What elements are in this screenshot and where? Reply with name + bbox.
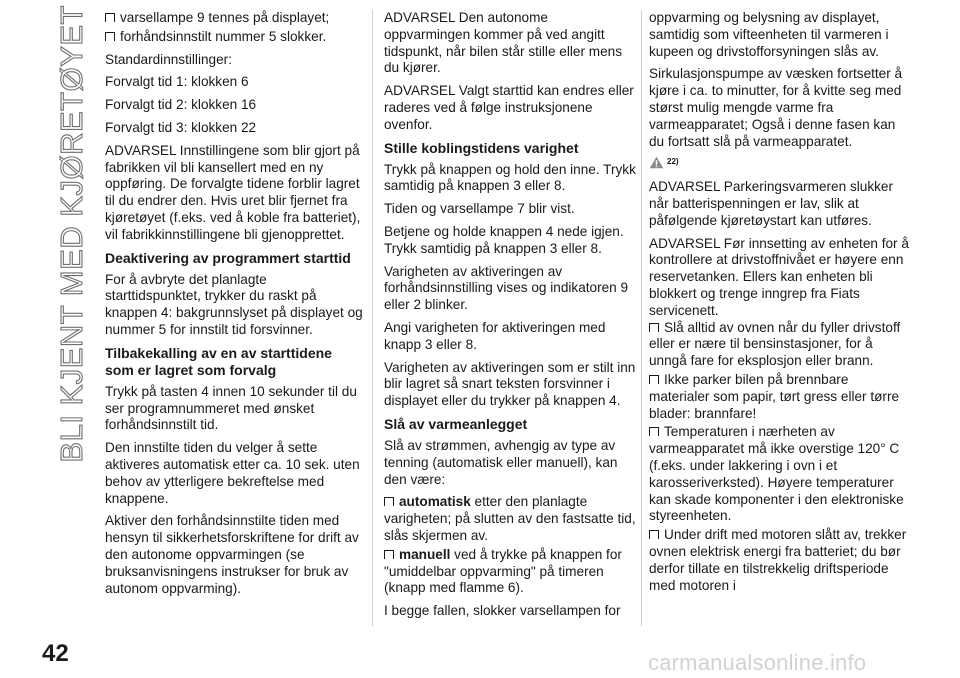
list-item: Ikke parker bilen på brennbare materialer som papir, tørt gress eller tørre blader: brannfare! <box>649 371 900 421</box>
warning-triangle-icon <box>649 156 664 169</box>
bullet-square-icon <box>105 32 115 41</box>
paragraph: Angi varigheten for aktiveringen med knapp 3 eller 8. <box>384 319 606 352</box>
bullet-square-icon <box>649 530 659 539</box>
warning-paragraph: ADVARSEL Parkeringsvarmeren slukker når batterispenningen er lav, slik at påfølgende kjøretøystart kan utføres. <box>649 179 894 228</box>
paragraph: Varigheten av aktiveringen av forhåndsinnstilling vises og indikatoren 9 eller 2 blinker. <box>384 263 629 313</box>
paragraph: For å avbryte det planlagte starttidspunktet, trykker du raskt på knappen 4: bakgrunnslyset på displayet og nummer 5 for innstilt tid forsvinner. <box>105 271 363 337</box>
list-item: Slå alltid av ovnen når du fyller drivstoff eller er nære til bensinstasjoner, for å unngå fare for eksplosjon eller brann. <box>649 319 901 369</box>
paragraph: Standardinnstillinger: <box>105 51 232 67</box>
bullet-square-icon <box>649 427 659 436</box>
paragraph: Betjene og holde knappen 4 nede igjen. Trykk samtidig på knappen 3 eller 8. <box>384 223 624 256</box>
paragraph: Forvalgt tid 1: klokken 6 <box>105 74 249 90</box>
paragraph: Forvalgt tid 2: klokken 16 <box>105 97 257 113</box>
bullet-square-icon <box>105 13 115 22</box>
paragraph: I begge fallen, slokker varsellampen for <box>384 603 621 619</box>
paragraph: Den innstilte tiden du velger å sette aktiveres automatisk etter ca. 10 sek. uten behov av ytterligere bekreftelse med knappene. <box>105 440 360 506</box>
paragraph: oppvarming og belysning av displayet, samtidig som vifteenheten til varmeren i kupeen og drivstofforsyningen slås av. <box>649 10 889 59</box>
chapter-title-text: BLI KJENT MED KJØRETØYET <box>54 5 89 463</box>
column-divider <box>372 10 373 626</box>
column-left <box>105 10 363 603</box>
bullet-square-icon <box>649 323 659 332</box>
list-item: Under drift med motoren slått av, trekker ovnen elektrisk energi fra batteriet; du bør derfor tillate en tilstrekkelig driftsperiode med motoren i <box>649 527 907 593</box>
list-item: forhåndsinnstilt nummer 5 slokker. <box>105 29 363 46</box>
chapter-side-title <box>52 5 92 463</box>
paragraph: Forvalgt tid 3: klokken 22 <box>105 119 257 135</box>
bullet-square-icon <box>649 375 659 384</box>
section-heading: Stille koblingstidens varighet <box>384 139 579 156</box>
page-number: 42 <box>42 640 69 667</box>
list-item: Temperaturen i nærheten av varmeapparatet må ikke overstige 120° C (f.eks. under lakkering i ovn i et karosseriverksted). Høyere temperaturer kan skade komponenter i den elektroniske styreenheten. <box>649 424 904 524</box>
watermark: carmanualsonline.info <box>648 650 867 675</box>
paragraph: Sirkulasjonspumpe av væsken fortsetter å kjøre i ca. to minutter, for å kvitte seg med størst mulig mengde varme fra varmeapparatet; Også i denne fasen kan du fortsatt slå på varmeapparatet. <box>649 66 903 149</box>
warning-paragraph: ADVARSEL Innstillingene som blir gjort på fabrikken vil bli kansellert med en ny oppføring. De forvalgte tidene forblir lagret til du endrer den. Hvis uret blir fjernet fra kjøretøyet (f.eks. ved å koble fra batteriet), vil fabrikkinnstillingene bli gjenopprettet. <box>105 142 361 242</box>
column-right <box>649 10 909 596</box>
paragraph: Trykk på tasten 4 innen 10 sekunder til du ser programnummeret med ønsket forhåndsinnstilt tid. <box>105 383 357 433</box>
bullet-square-icon <box>384 497 394 506</box>
warning-paragraph: ADVARSEL Valgt starttid kan endres eller raderes ved å følge instruksjonene ovenfor. <box>384 83 634 132</box>
warning-ref-number: 22) <box>667 157 679 167</box>
paragraph: Trykk på knappen og hold den inne. Trykk samtidig på knappen 3 eller 8. <box>384 161 636 194</box>
section-heading: Deaktivering av programmert starttid <box>105 249 351 266</box>
column-divider <box>641 10 642 626</box>
bullet-square-icon <box>384 550 394 559</box>
warning-reference[interactable] <box>649 154 909 171</box>
list-item: varsellampe 9 tennes på displayet; <box>105 10 363 27</box>
list-item: manuell ved å trykke på knappen for "umiddelbar oppvarming" på timeren (knapp med flamme 6). <box>384 546 622 596</box>
paragraph: Aktiver den forhåndsinnstilte tiden med hensyn til sikkerhetsforskriftene for drift av den autonome oppvarmingen (se bruksanvisningens instrukser for bruk av autonom oppvarming). <box>105 513 359 596</box>
warning-paragraph: ADVARSEL Den autonome oppvarmingen kommer på ved angitt tidspunkt, når bilen står stille eller mens du kjører. <box>384 10 622 76</box>
section-heading: Tilbakekalling av en av starttidene som er lagret som forvalg <box>105 344 332 378</box>
list-item: automatisk etter den planlagte varigheten; på slutten av den fastsatte tid, slås skjermen av. <box>384 494 636 543</box>
section-heading: Slå av varmeanlegget <box>384 415 528 432</box>
paragraph: Tiden og varsellampe 7 blir vist. <box>384 201 575 217</box>
paragraph: Slå av strømmen, avhengig av type av tenning (automatisk eller manuell), kan den være: <box>384 437 618 487</box>
paragraph: Varigheten av aktiveringen som er stilt inn blir lagret så snart teksten forsvinner i displayet eller du trykker på knappen 4. <box>384 359 636 409</box>
warning-paragraph: ADVARSEL Før innsetting av enheten for å kontrollere at drivstoffnivået er høyere enn reservetanken. Ellers kan enheten bli blokkert og trenge inngrep fra Fiats servicenett. <box>649 235 909 318</box>
column-middle <box>384 10 636 626</box>
